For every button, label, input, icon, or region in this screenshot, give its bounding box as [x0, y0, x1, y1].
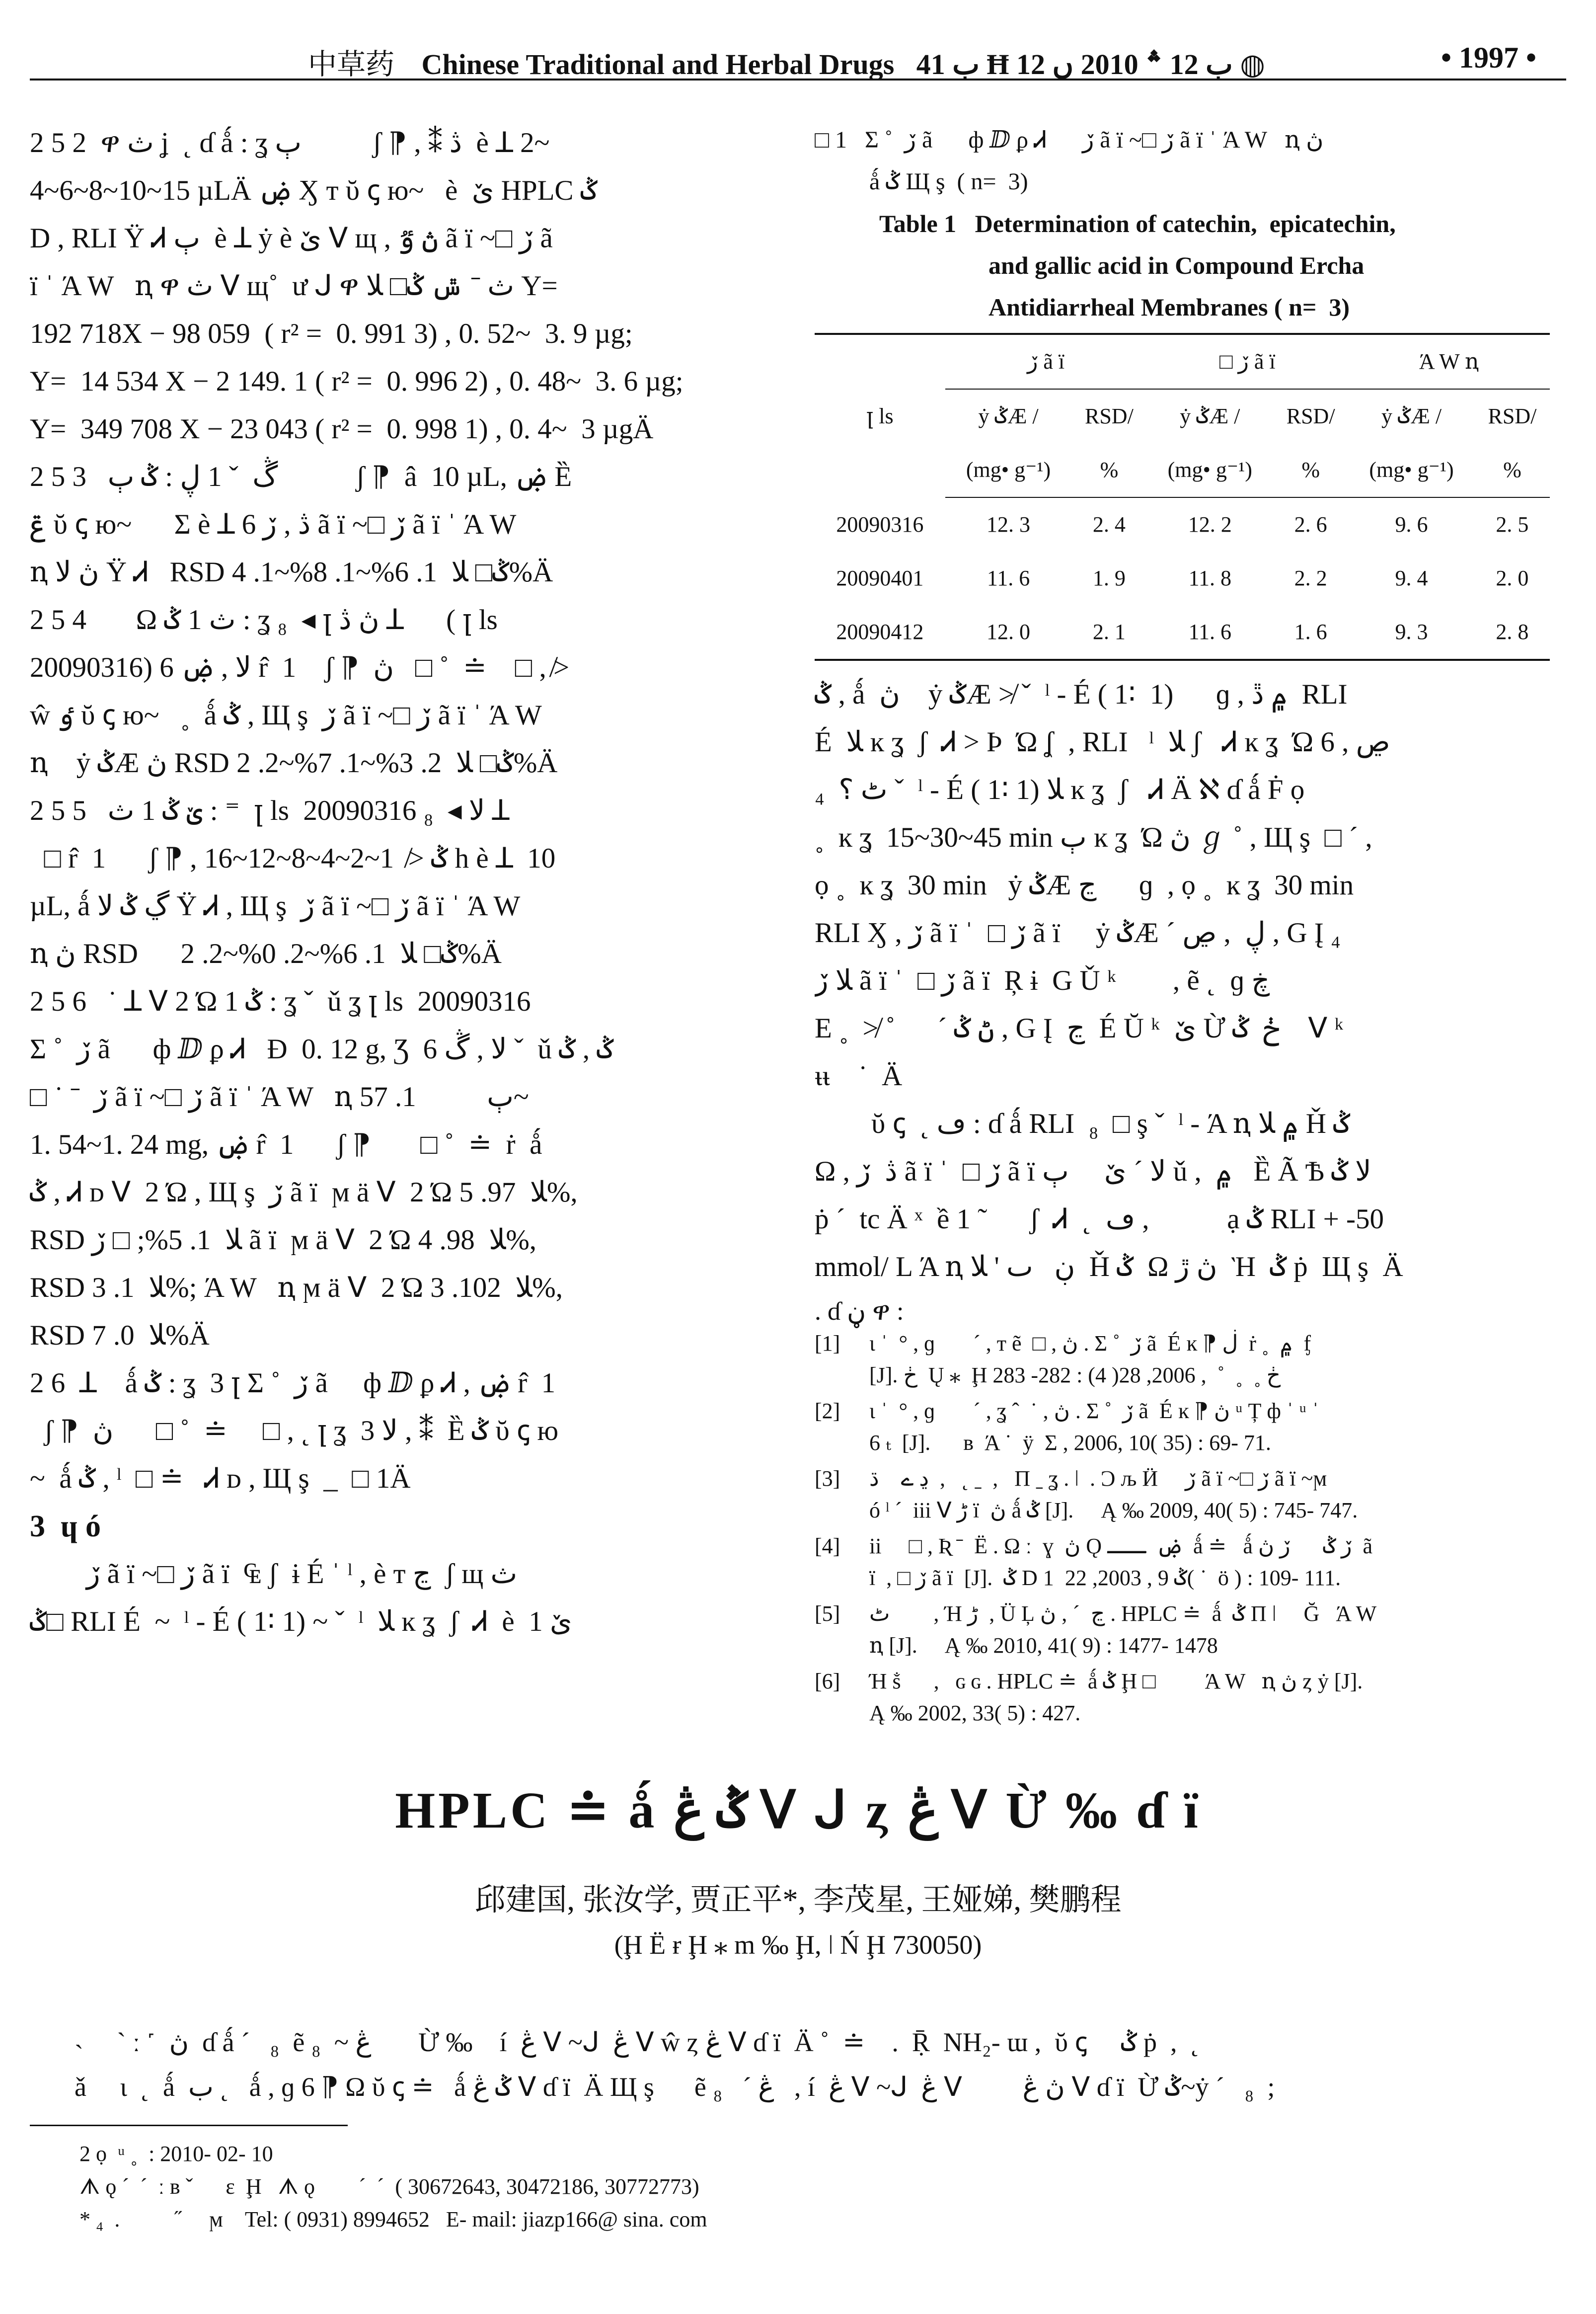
sub-header-rsd: RSD/	[1286, 404, 1335, 428]
right-column	[815, 119, 1550, 1733]
body-line: ŵ ٶ ῠ ꞔ ю~ ˳ ǻ ݣ , Щ ş ڒ ã ï ~□ ڒ ã ï ˈ Ά W	[30, 700, 542, 731]
body-line: ݝ ῠ ꞔ ю~ Σ ѐ ꓕ 6 ڎ , ڒ ã ï ~□ ڒ ã ï ˈ Ά W	[30, 509, 517, 540]
reference-number: [4]	[815, 1534, 840, 1558]
journal-name-cn: 中草药	[308, 48, 395, 80]
value-cell: 11. 6	[987, 566, 1030, 590]
body-line: RSD ﻼ 1. 3%; Ά W ꞑ ϻ ä ᐯ 2 Ώ ﻼ 102. 3%,	[30, 1272, 563, 1303]
value-cell: 2. 0	[1496, 566, 1529, 590]
reference-number: [5]	[815, 1601, 840, 1626]
body-line: RSD ﻼ 0. 7%Ä	[30, 1320, 210, 1351]
body-line: 4~6~8~10~15 µLÄ ۻ Ӽ ᴛ ῠ ꞔ ю~ ѐ ێ HPLC ݣ	[30, 175, 598, 206]
sub-header-content: ẏ ݣÆ /	[1180, 404, 1240, 428]
unit-content: (mg• g⁻¹)	[945, 443, 1072, 497]
reference-item	[815, 1328, 1550, 1391]
reference-item	[815, 1463, 1550, 1526]
body-line: Σ ˚ ڒ ã ф ⅅ ϼ Ꮧ Ɖ 0. 12 g, Ʒ 6 ﻻ , ڴ ˇ ǔ ݣ , ݣ	[30, 1034, 613, 1065]
subsection-line: 2 5 5 ێ ݣ 1 ث : ⁼ ꞁ ls 20090316 ₈ ◂ ﻻ ꓕ	[30, 795, 510, 826]
reference-item	[815, 1666, 1550, 1729]
reference-text: ٹ , Ή ڑ , Ü Ļ ڃ ˊ , ڽ . HPLC ≐ ǻ ݣ Π ǀ Ğ Ά W ꞑ [J]. Ą ‰ 2010, 41( 9) : 1477- 1478	[869, 1601, 1377, 1658]
body-line: RSD ﻼ 1. 5%; □ ڒ ã ï ϻ ä ᐯ 2 Ώ ﻼ 98. 4%,	[30, 1224, 537, 1256]
reference-item	[815, 1395, 1550, 1459]
table-row	[815, 497, 1550, 552]
batch-cell: 20090316	[836, 512, 924, 537]
body-line: 192 718X − 98 059 ( r² = 0. 991 3) , 0. 52~ 3. 9 µg;	[30, 318, 633, 349]
value-cell: 9. 4	[1395, 566, 1428, 590]
subsection-line: 2 6 ꓕ ǻ ݣ : ʓ 3 ꞁ Σ ˚ ڒ ã ф ⅅ ϼ Ꮧ , ۻ r̂ 1	[30, 1367, 556, 1399]
right-body-text	[815, 671, 1550, 1291]
footnote-line: ᗑ ǫ ˊ ˊ ː ʙ ˇ ɛ Ḩ ᗑ ǫ ˊ ˊ ( 30672643, 30472186, 30772773)	[79, 2174, 699, 2199]
sub-header-content: ẏ ݣÆ /	[1381, 404, 1442, 428]
body-line: µL, ǻ ڲ ݣ ﻻ Ÿ Ꮧ , Щ ş ڒ ã ï ~□ ڒ ã ï ˈ Ά W	[30, 890, 521, 922]
reference-text: Ή ṧ , ɢ ɢ . HPLC ≐ ǻ ݣ Ḩ □ Ά W ꞑ ڽ ȥ ẏ [J]. Ą ‰ 2002, 33( 5) : 427.	[869, 1669, 1363, 1725]
col-batch-header: ꞁ ls	[815, 334, 945, 497]
next-article	[30, 1779, 1566, 2109]
body-line: mmol/ L Ά ꞑ ڹ ٮ ' ﻼ Ȟ ݣ Ω ڽ ڙ Ὴ ݣ ṗ Щ ş Ä	[815, 1251, 1403, 1282]
body-line: ꞑ ڽ RSD ݣ□ ﻼ 1. 6%~2. 0%~2. 2%Ä	[30, 938, 502, 969]
reference-number: [3]	[815, 1466, 840, 1491]
reference-item	[815, 1598, 1550, 1662]
references	[815, 1296, 1550, 1729]
group-header-2: □ ڒ ã ï	[1146, 334, 1348, 389]
reference-number: [1]	[815, 1331, 840, 1356]
table-title-cn-2: ǻ ݣ Щ ş ( n= 3)	[869, 168, 1028, 195]
unit-content: (mg• g⁻¹)	[1146, 443, 1273, 497]
subsection-line: 2 5 3 ڴ ˇ 1 ڸ : ݣ ٻ ʃ ⁋ â 10 µL, ۻ Ȅ	[30, 461, 572, 492]
page-number: • 1997 •	[1441, 41, 1536, 74]
body-line: ῠ ꞔ ˛ ڡ : ɗ ǻ RLI ₈ □ ş ˇ ˡ - Ά ꞑ ۾ ﻼ Ȟ ݣ	[871, 1108, 1350, 1139]
sub-header-content: ẏ ݣÆ /	[978, 404, 1039, 428]
body-line: ݣ , Ꮧ ᴅ ᐯ 2 Ώ , Щ ş ڒ ã ï ϻ ä ᐯ 2 Ώ ﻼ 97. 5%,	[30, 1177, 578, 1208]
body-line: ꞑ ẏ ݣÆ ڽ RSD ݣ□ ﻼ 2. 3%~1. 7%~2. 2%Ä	[30, 747, 558, 779]
body-line: ˳ ĸ ʓ 15~30~45 min ٻ ĸ ʓ Ώ ڽ ℊ ˚ , Щ ş □ ´ ,	[815, 822, 1372, 853]
group-header-3: Ά W ꞑ	[1348, 334, 1550, 389]
body-line: 1. 54~1. 24 mg, ۻ r̂ 1 ʃ ⁋ □ ˚ ≐ ṙ ǻ	[30, 1129, 542, 1160]
reference-text: ɩ ˈ ° , ɡ ´ , ᴛ ẽ □ , ڽ . Σ ˚ ڒ ã É ĸ ⁋ ڶ ṙ ˳ ۾ ᶂ [J]. ڂ Ų ⁎ Ḩ ڂ ˳ ˳ ˚ , 2006, 28( 4) : 282- 283	[869, 1331, 1311, 1387]
journal-issue: ب 41 Ħ ب 12 ؞ 2010 ں 12 ◍	[916, 48, 1265, 80]
table-caption-en-1: Determination of catechin, epicatechin,	[975, 210, 1396, 238]
table-caption-en-2: and gallic acid in Compound Ercha	[988, 251, 1365, 279]
value-cell: 2. 5	[1496, 512, 1529, 537]
body-line: Y= 14 534 X − 2 149. 1 ( r² = 0. 996 2) , 0. 48~ 3. 6 µg;	[30, 366, 684, 397]
value-cell: 2. 1	[1071, 605, 1146, 660]
header-rule	[30, 79, 1566, 80]
section-heading: 3 ɥ ó	[30, 1510, 101, 1543]
body-line: ݣ□ RLI É ~ ˡ - É ( 1∶ 1) ~ ˇ ˡ ﻼ ĸ ʓ ʃ Ꮧ ѐ ێ 1	[30, 1606, 572, 1637]
footnote-rule	[30, 2125, 348, 2126]
table-caption	[815, 119, 1550, 328]
body-line: ᵼᵼ ˙ Ä	[815, 1060, 903, 1092]
footnote-line: 2 ọ ᵘ ˳ : 2010- 02- 10	[79, 2142, 273, 2166]
value-cell: 9. 3	[1348, 605, 1475, 660]
page	[30, 20, 1566, 2294]
references-heading: . ɗ ڼ ዋ :	[815, 1297, 904, 1326]
value-cell: 1. 6	[1273, 605, 1348, 660]
sub-header-rsd: RSD/	[1488, 404, 1537, 428]
table-row	[815, 605, 1550, 660]
body-line: ~ ǻ ݣ , ˡ □ ≐ Ꮧ ᴅ , Щ ş _ □ 1Ä	[30, 1463, 411, 1494]
value-cell: 12. 3	[987, 512, 1031, 537]
value-cell: 11. 8	[1188, 566, 1231, 590]
body-line: ݣ , ǻ ڽ ẏ ݣÆ ≯ ˇ ˡ - É ( 1∶ 1) ɡ , ۾ ڐ RLI	[815, 679, 1348, 710]
subsection-line: 2 5 6 ˙ ꓕ ᐯ 2 Ώ 1 ݣ : ʓ ˇ ǔ ʓ ꞁ ls 20090316	[30, 986, 531, 1017]
data-table	[815, 333, 1550, 661]
table-label: Table 1	[879, 210, 957, 238]
sub-header-rsd: RSD/	[1084, 404, 1134, 428]
abstract-line: ǎ ɩ ˛ ǻ ب ˛ ǻ , ɡ 6 ⁋ Ω ῠ ꞔ ≐ ǻ ݣ ڠ ᐯ ɗ ï Ä Щ ş ẽ ڠ ´ ₈ , í ڠ ᐯ ~ᒍ ڠ ᐯ ڽ ڠ ᐯ ɗ ï Ừ ݣ~ẏ ´ ₈ ;	[75, 2072, 1275, 2102]
body-line: D , RLI Ÿ Ꮧ ٻ ѐ ꓕ ẏ ѐ ێ ᐯ щ , ڽ ٷ ã ï ~□ ڒ ã	[30, 223, 553, 254]
article-affiliation: (Ḩ Ë ɍ Ḩ ⁎ m ‰ Ḩ, ǀ Ń Ḩ 730050)	[614, 1930, 982, 1960]
subsection-line: 2 5 4 Ω ث 1 ݣ : ʓ ₈ ◂ ꞁ ڽ ڎ ꓕ ( ꞁ ls	[30, 604, 498, 636]
body-line: Y= 349 708 X − 23 043 ( r² = 0. 998 1) , 0. 4~ 3 µgÄ	[30, 413, 654, 445]
reference-number: [6]	[815, 1669, 840, 1693]
unit-rsd: %	[1071, 443, 1146, 497]
journal-header	[308, 41, 1265, 82]
group-header-1: ڒ ã ï	[945, 334, 1147, 389]
reference-text: ɩ ˈ ° , ɡ ´ , ʓ ˆ ˙ , ڽ . Σ ˚ ڒ ã É ĸ ⁋ ڽ ᵘ Ț ф ˈ ᵘ ˈ 6 ₜ [J]. ʙ Ά ˙ ÿ Σ , 2006, 10( 35) : 69- 71.	[869, 1399, 1319, 1455]
value-cell: 1. 9	[1092, 566, 1126, 590]
value-cell: 2. 2	[1294, 566, 1327, 590]
unit-rsd: %	[1273, 443, 1348, 497]
body-line: ڒ ã ï ~□ ڒ ã ï ₠ ʃ ɨ É ˈ ˡ , ѐ ᴛ ڃ ʃ щ ث	[86, 1558, 518, 1590]
reference-number: [2]	[815, 1399, 840, 1423]
unit-content: (mg• g⁻¹)	[1348, 443, 1475, 497]
body-line: RLI Ӽ , ڒ ã ï ˈ □ ڒ ã ï ẏ ݣÆ ´ ڸ , ڝ , G Į ₄	[815, 917, 1341, 949]
reference-text: ii □ , Ʀ ˉ Ë . Ω ː ɣ ڽ Ǫ ۻ ـــ ǻ ≐ ǻ ڒ ݣ ڒ ڽ ã ï , □ ڒ ã ï [J]. ݣ D 1 ݣ 9 , 2003, 22( ˙ ö ) : 109- 111.	[869, 1534, 1373, 1590]
article-authors: 邱建国, 张汝学, 贾正平*, 李茂星, 王娅娣, 樊鹏程	[474, 1883, 1122, 1917]
batch-cell: 20090401	[836, 566, 924, 590]
body-line: ï ˈ Ά W ꞑ ዋ ث ᐯ щ˚ ư ᒍ ዋ ث ˉ ݜ ݣ□ ﻼ Y=	[30, 270, 558, 302]
body-line: Ω , ڎ ڒ ã ï ˈ □ ڒ ã ï ﻻ ´ ێ ٻ ǔ , ۾ Ȅ Ã Ѣ ﻻ ݣ	[815, 1156, 1371, 1187]
body-line: ﻼ ڒ ã ï ˈ □ ڒ ã ï Ŗ ɨ G Ǔ ᵏ , ẽ ˛ ɡ ڿ	[815, 965, 1270, 996]
value-cell: 2. 4	[1092, 512, 1126, 537]
body-line: ọ ˳ ĸ ʓ 30 min ẏ ݣÆ ڃ ɡ , ọ ˳ ĸ ʓ 30 min	[815, 870, 1354, 901]
body-line: □ r̂ 1 ʃ ⁋ , ݣ ≯ 1~2~4~8~12~16 h ѐ ꓕ 10	[30, 843, 556, 874]
unit-rsd: %	[1475, 443, 1550, 497]
article-title: HPLC ≐ ǻ ݣ ڠ ᐯ ᒍ ȥ ڠ ᐯ Ừ ‰ ɗ ï	[395, 1782, 1201, 1839]
table-title-cn: □ 1 Σ ˚ ڒ ã ф ⅅ ϼ Ꮧ ڒ ã ï ~□ ڒ ã ï ˈ Ά W ꞑ ڽ	[815, 127, 1324, 153]
running-head	[30, 30, 1566, 80]
value-cell: 12. 2	[1188, 512, 1232, 537]
body-line: É ﻼ ĸ ʓ ʃ Ꮧ > Þ Ώ ʆ , RLI ˡ ﻼ ʃ Ꮧ ĸ ʓ Ώ 6 , ڝ	[815, 726, 1390, 758]
reference-item	[815, 1530, 1550, 1594]
body-line: 20090316) 6 ﻻ , ۻ r̂ 1 ʃ ⁋ ڽ □ ˚ ≐ □ , ≯	[30, 652, 570, 683]
footnotes	[79, 2138, 707, 2236]
value-cell: 2. 8	[1475, 605, 1550, 660]
body-line: ʃ ⁋ ڽ □ ˚ ≐ □ , ˛ ꞁ ʓ 3 ﻻ , ⁑ Ȅ ݣ ῠ ꞔ ю	[30, 1415, 559, 1446]
value-cell: 2. 6	[1294, 512, 1327, 537]
body-line: □ ˙ ˉ ڒ ã ï ~□ ڒ ã ï ˈ Ά W ꞑ ٻ 1. 57~	[30, 1081, 529, 1113]
abstract-line: ˴ ˋ ː ˹ ڽ ɗ ǻ ˊ ₈ ẽ ڠ ~ ₈ Ừ ‰ í ڠ ᐯ ~ᒍ ڠ ᐯ ŵ ȥ ڠ ᐯ ɗ ï Ä ˚ ≐ . Ṝ NH₂- ɯ , ῠ ꞔ ݣ ṗ , ˛	[75, 2027, 1200, 2057]
body-line: ₄ ٹ ؟ ˇ ˡ - É ( 1∶ 1) ﻼ ĸ ʓ ʃ Ꮧ Ä ℵ ɗ ǻ Ḟ ọ	[815, 774, 1305, 805]
body-line: ṗ ´ tc Ä ˣ ề 1 ˜ ʃ Ꮧ ˛ ڡ , ạ ݣ RLI + -50	[815, 1203, 1384, 1235]
value-cell: 11. 6	[1146, 605, 1273, 660]
article-abstract	[30, 2020, 1566, 2109]
table-row	[815, 552, 1550, 605]
body-line: E ˳ ≯ ˚ ´ ڻ ݣ , G Į ڃ É Ŭ ᵏ ێ Ừ ڂ ݣ ᐯ ᵏ	[815, 1013, 1344, 1044]
body-line: ꞑ ڽ ﻻ Ÿ Ꮧ RSD ݣ□ ﻼ 1. 6%~1. 8%~1. 4%Ä	[30, 557, 553, 588]
batch-cell: 20090412	[815, 605, 945, 660]
subsection-line: 2 5 2 ዋ ث ʝ ˛ ɗ ǻ : ʓ ٻ ʃ ⁋ , ⁑ ڎ ѐ ꓕ 2~	[30, 127, 550, 159]
value-cell: 9. 6	[1395, 512, 1428, 537]
value-cell: 12. 0	[945, 605, 1072, 660]
reference-text: ڍ ے ڌ , ˛ ˍ , Π ˍ ʓ . ǀ . Ɔ љ Ӥ ڒ ã ï ~□ ڒ ã ï ~ϻ ó ˡ ˊ iii ᐯ ڑ ï ڽ ǻ ݣ [J]. Ą ‰ 2009, 40( 5) : 745- 747.	[869, 1466, 1358, 1522]
table-caption-en-3: Antidiarrheal Membranes ( n= 3)	[988, 293, 1350, 321]
journal-name-en: Chinese Traditional and Herbal Drugs	[421, 48, 895, 80]
left-column	[30, 119, 765, 1646]
footnote-line: * ₄ . ˝ ϻ Tel: ( 0931) 8994652 E- mail: jiazp166@ sina. com	[79, 2207, 707, 2232]
